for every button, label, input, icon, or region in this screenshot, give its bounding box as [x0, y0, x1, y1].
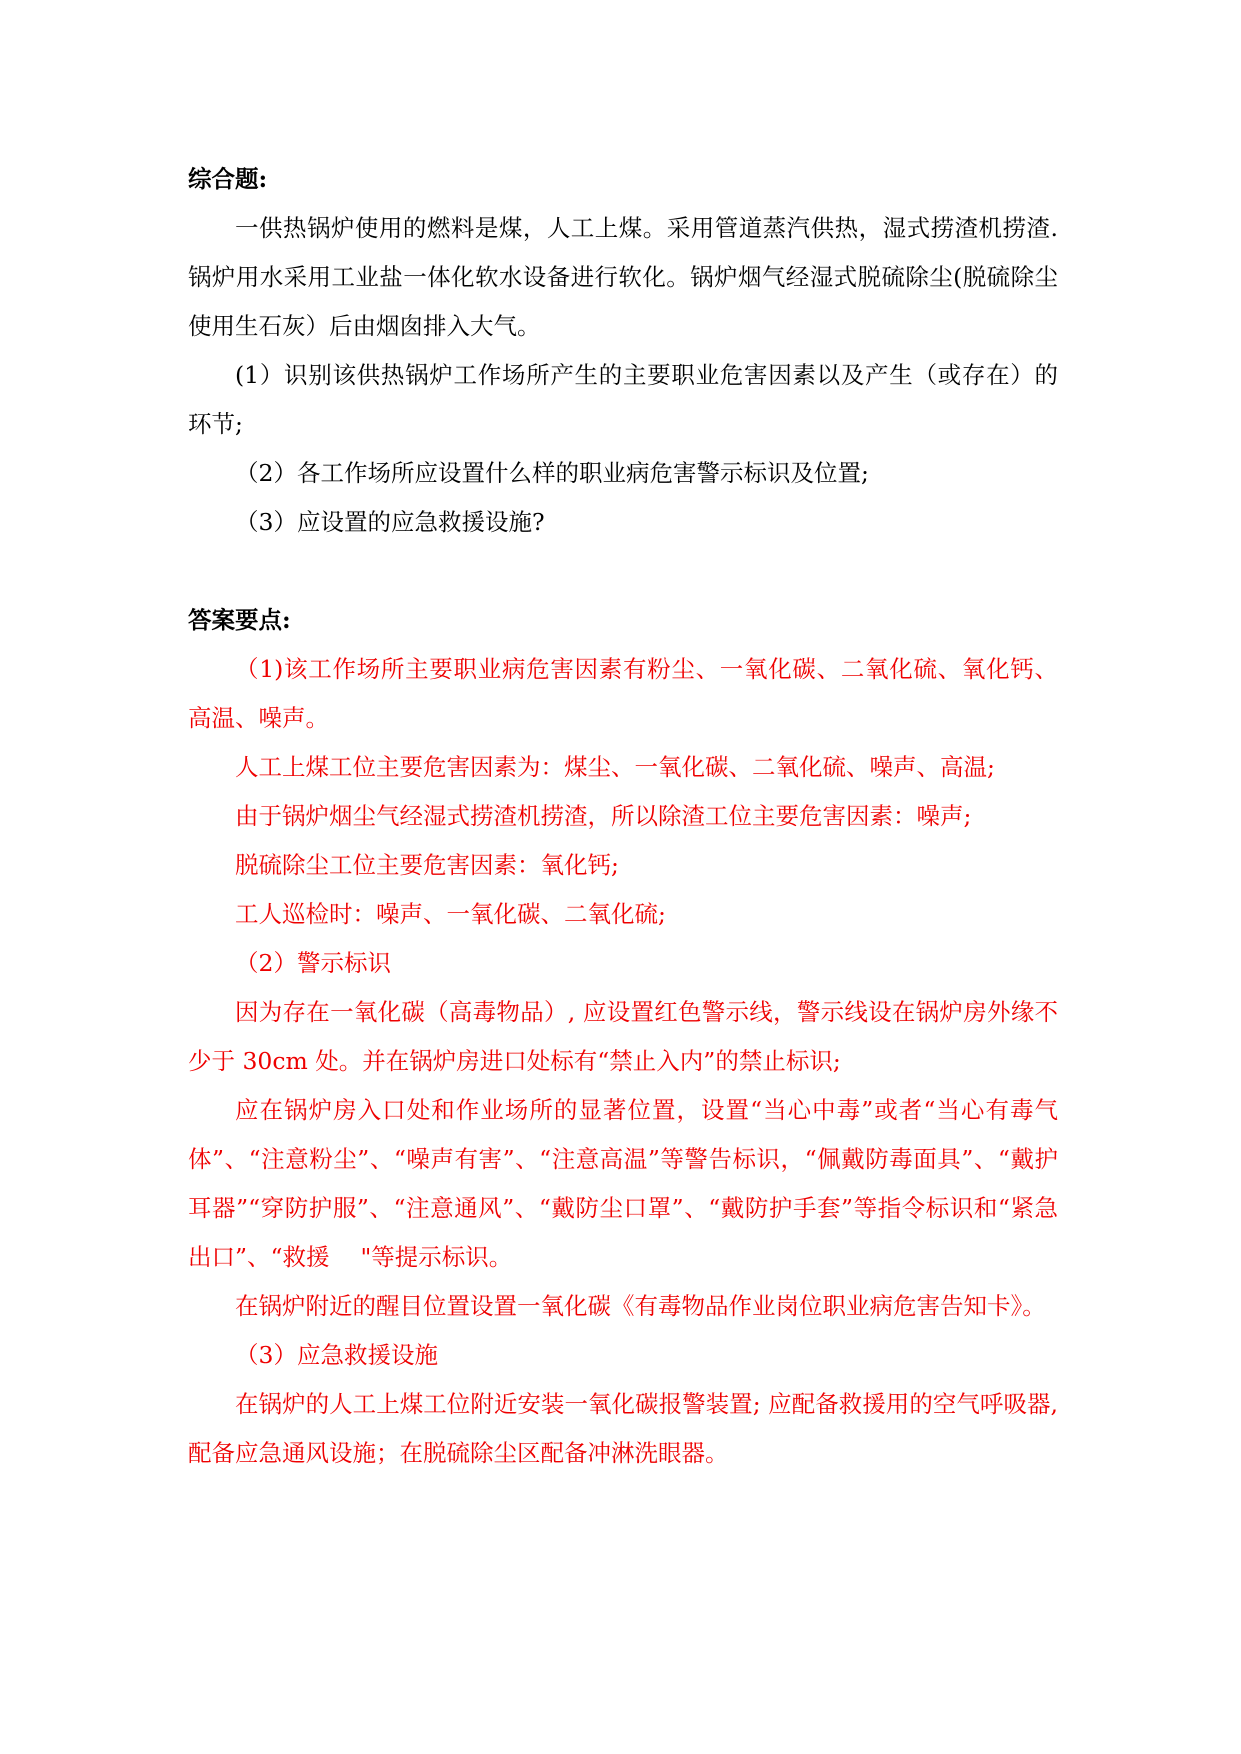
document-content — [188, 155, 1058, 1478]
section-spacer — [188, 547, 1058, 596]
answer-subheading-2: （2）警示标识 — [235, 949, 391, 977]
question-heading: 综合题: — [188, 165, 268, 193]
answer-paragraph-1: （1)该工作场所主要职业病危害因素有粉尘、一氧化碳、二氧化硫、氧化钙、高温、噪声。 — [188, 655, 1058, 732]
answer-paragraph-4: 脱硫除尘工位主要危害因素：氧化钙; — [235, 851, 619, 879]
answer-paragraph-11: 在锅炉的人工上煤工位附近安装一氧化碳报警装置; 应配备救援用的空气呼吸器, 配备应急通风设施；在脱硫除尘区配备冲淋洗眼器。 — [188, 1390, 1058, 1467]
answer-paragraph-5: 工人巡检时：噪声、一氧化碳、二氧化硫; — [235, 900, 666, 928]
answer-subheading-3: （3）应急救援设施 — [235, 1341, 438, 1369]
answer-paragraph-9: 在锅炉附近的醒目位置设置一氧化碳《有毒物品作业岗位职业病危害告知卡》。 — [235, 1292, 1046, 1320]
question-item-1: (1）识别该供热锅炉工作场所产生的主要职业危害因素以及产生（或存在）的环节; — [188, 361, 1058, 438]
answer-paragraph-2: 人工上煤工位主要危害因素为：煤尘、一氧化碳、二氧化硫、噪声、高温; — [235, 753, 995, 781]
question-item-2: （2）各工作场所应设置什么样的职业病危害警示标识及位置; — [235, 459, 869, 487]
answer-paragraph-3: 由于锅炉烟尘气经湿式捞渣机捞渣，所以除渣工位主要危害因素：噪声; — [235, 802, 972, 830]
question-item-3: （3）应设置的应急救援设施? — [235, 508, 545, 536]
question-intro: 一供热锅炉使用的燃料是煤，人工上煤。采用管道蒸汽供热，湿式捞渣机捞渣. 锅炉用水采用工业盐一体化软水设备进行软化。锅炉烟气经湿式脱硫除尘(脱硫除尘使用生石灰）后由烟囱排入大气。 — [188, 214, 1058, 340]
answer-paragraph-7: 因为存在一氧化碳（高毒物品）, 应设置红色警示线，警示线设在锅炉房外缘不少于 30cm 处。并在锅炉房进口处标有“禁止入内”的禁止标识; — [188, 998, 1058, 1075]
answer-heading: 答案要点: — [188, 606, 291, 634]
answer-paragraph-8: 应在锅炉房入口处和作业场所的显著位置，设置“当心中毒”或者“当心有毒气体”、“注意粉尘”、“噪声有害”、“注意高温”等警告标识，“佩戴防毒面具”、“戴护耳器”“穿防护服”、“注意通风”、“戴防尘口罩”、“戴防护手套”等指令标识和“紧急出口”、“救援 "等提示标识。 — [188, 1096, 1058, 1271]
